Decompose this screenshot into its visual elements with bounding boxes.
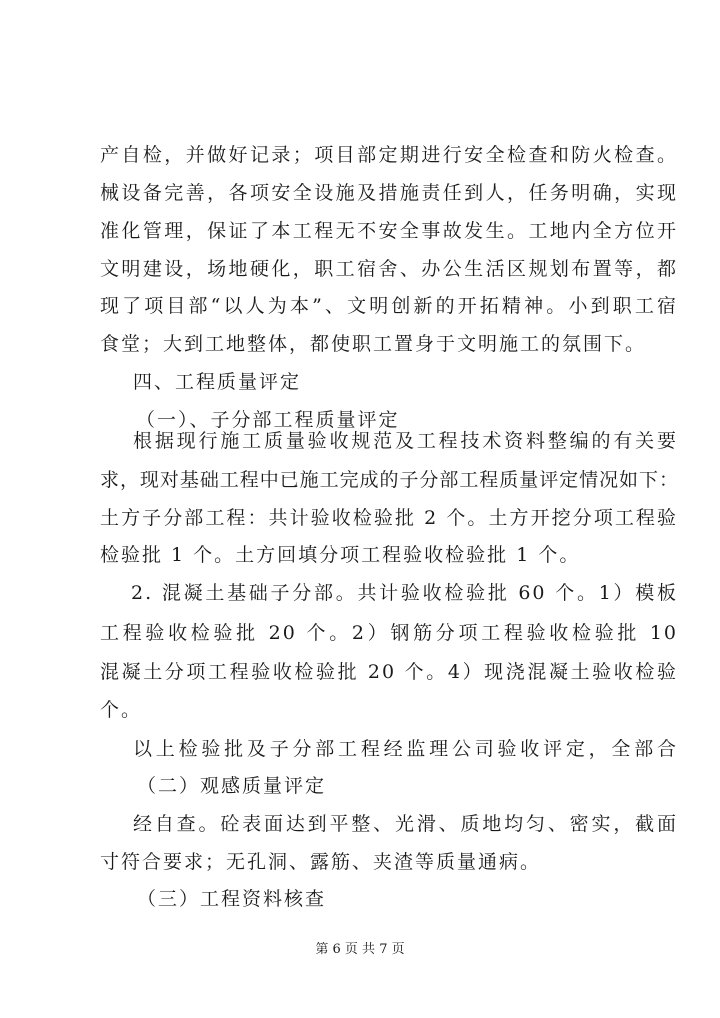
paragraph-line: 工程验收检验批 20 个。2）钢筋分项工程验收检验批 10 [100,622,678,644]
subsection-heading: （二）观感质量评定 [137,775,327,797]
paragraph-line: 以上检验批及子分部工程经监理公司验收评定，全部合 [133,738,678,760]
page-number-footer: 第 6 页 共 7 页 [315,942,405,957]
paragraph-line: 根据现行施工质量验收规范及工程技术资料整编的有关要 [133,430,678,452]
paragraph-line: 食堂；大到工地整体，都使职工置身于文明施工的氛围下。 [100,333,647,355]
paragraph-line: 经自查。砼表面达到平整、光滑、质地均匀、密实，截面 [133,813,678,835]
paragraph-line: 械设备完善，各项安全设施及措施责任到人，任务明确，实现 [100,182,678,204]
paragraph-line: 寸符合要求；无孔洞、露筋、夹渣等质量通病。 [100,851,542,873]
paragraph-line: 文明建设，场地硬化，职工宿舍、办公生活区规划布置等，都 [100,258,678,280]
subsection-heading: （三）工程资料核查 [137,888,327,910]
paragraph-line: 2. 混凝土基础子分部。共计验收检验批 60 个。1）模板 [131,582,678,604]
paragraph-line: 混凝土分项工程验收检验批 20 个。4）现浇混凝土验收检验 [100,661,678,683]
paragraph-line: 检验批 1 个。土方回填分项工程验收检验批 1 个。 [100,544,581,566]
subsection-heading: （一）、子分部工程质量评定 [136,409,400,431]
section-heading: 四、工程质量评定 [133,371,302,393]
paragraph-line: 准化管理，保证了本工程无不安全事故发生。工地内全方位开 [100,220,678,242]
paragraph-line: 土方子分部工程：共计验收检验批 2 个。土方开挖分项工程验 [100,507,678,529]
paragraph-line: 产自检，并做好记录；项目部定期进行安全检查和防火检查。 [100,144,678,166]
paragraph-line: 求，现对基础工程中已施工完成的子分部工程质量评定情况如下： [100,469,678,491]
paragraph-line: 个。 [100,699,143,721]
paragraph-line: 现了项目部“以人为本”、文明创新的开拓精神。小到职工宿 [100,295,678,317]
